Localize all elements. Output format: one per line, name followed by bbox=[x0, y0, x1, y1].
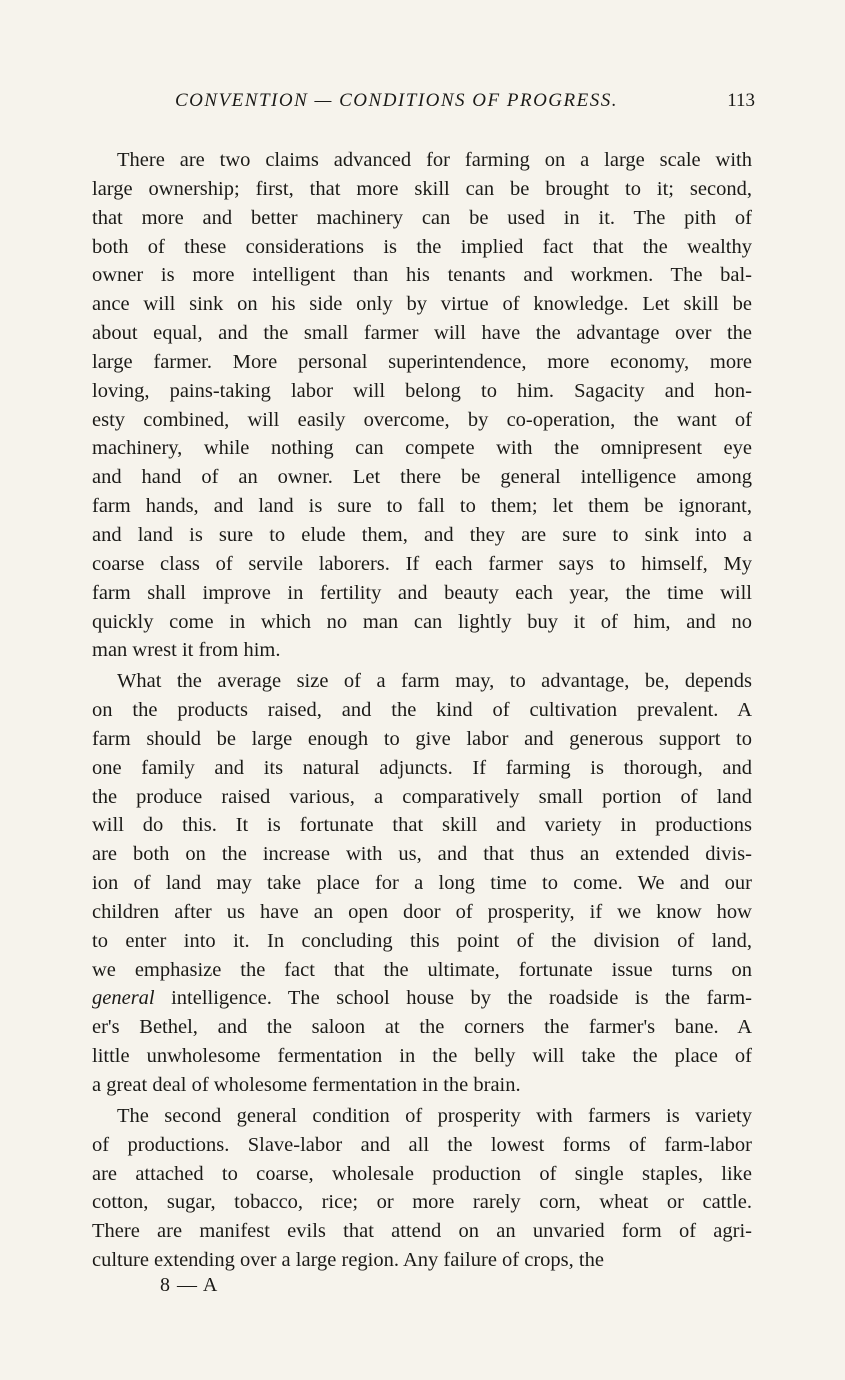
text-line: What the average size of a farm may, to advantage, be, depends bbox=[117, 670, 752, 693]
text-line: There are manifest evils that attend on an unvaried form of agri- bbox=[92, 1220, 752, 1243]
text-line: about equal, and the small farmer will have the advantage over the bbox=[92, 322, 752, 345]
text-line: ance will sink on his side only by virtue of knowledge. Let skill be bbox=[92, 293, 752, 316]
text-line: esty combined, will easily overcome, by co-operation, the want of bbox=[92, 408, 752, 431]
text-line: are both on the increase with us, and that thus an extended divis- bbox=[92, 843, 752, 866]
text-line: little unwholesome fermentation in the belly will take the place of bbox=[92, 1045, 752, 1068]
text-line: and hand of an owner. Let there be general intelligence among bbox=[92, 466, 752, 489]
text-line: quickly come in which no man can lightly buy it of him, and no bbox=[92, 610, 752, 633]
text-line: are attached to coarse, wholesale production of single staples, like bbox=[92, 1162, 752, 1185]
text-line: of productions. Slave-labor and all the lowest forms of farm-labor bbox=[92, 1133, 752, 1156]
paragraph bbox=[92, 667, 752, 1100]
text-line: man wrest it from him. bbox=[92, 639, 281, 662]
page-header bbox=[175, 90, 755, 120]
text-line: cotton, sugar, tobacco, rice; or more rarely corn, wheat or cattle. bbox=[92, 1191, 752, 1214]
running-head: CONVENTION — CONDITIONS OF PROGRESS. bbox=[175, 90, 618, 111]
text-line: a great deal of wholesome fermentation in the brain. bbox=[92, 1074, 521, 1096]
text-line: coarse class of servile laborers. If each farmer says to himself, My bbox=[92, 552, 752, 575]
text-line: culture extending over a large region. Any failure of crops, the bbox=[92, 1249, 604, 1272]
body-text bbox=[92, 146, 752, 1275]
text-line: the produce raised various, a comparatively small portion of land bbox=[92, 785, 752, 808]
text-line: one family and its natural adjuncts. If farming is thorough, and bbox=[92, 756, 752, 779]
text-line: There are two claims advanced for farming on a large scale with bbox=[117, 149, 752, 171]
text-line: both of these considerations is the implied fact that the wealthy bbox=[92, 235, 752, 258]
text-line: will do this. It is fortunate that skill and variety in productions bbox=[92, 814, 752, 837]
page-number: 113 bbox=[727, 90, 755, 111]
text-line: loving, pains-taking labor will belong to him. Sagacity and hon- bbox=[92, 379, 752, 402]
text-line: The second general condition of prosperity with farmers is variety bbox=[117, 1104, 752, 1127]
text-line: general intelligence. The school house by the roadside is the farm- bbox=[92, 987, 752, 1010]
text-line: ion of land may take place for a long time to come. We and our bbox=[92, 872, 752, 895]
text-line: farm should be large enough to give labor and generous support to bbox=[92, 727, 752, 750]
text-line: and land is sure to elude them, and they are sure to sink into a bbox=[92, 523, 752, 546]
text-line: farm hands, and land is sure to fall to them; let them be ignorant, bbox=[92, 495, 752, 518]
text-line: large ownership; first, that more skill can be brought to it; second, bbox=[92, 177, 752, 200]
signature-mark: 8 — A bbox=[160, 1274, 219, 1296]
text-line: children after us have an open door of prosperity, if we know how bbox=[92, 900, 752, 923]
text-line: to enter into it. In concluding this point of the division of land, bbox=[92, 929, 752, 952]
text-line: on the products raised, and the kind of cultivation prevalent. A bbox=[92, 699, 752, 722]
text-line: large farmer. More personal superintendence, more economy, more bbox=[92, 350, 752, 373]
text-line: that more and better machinery can be used in it. The pith of bbox=[92, 206, 752, 229]
paragraph bbox=[92, 1102, 752, 1275]
text-line: farm shall improve in fertility and beauty each year, the time will bbox=[92, 581, 752, 604]
paragraph bbox=[92, 146, 752, 665]
text-line: er's Bethel, and the saloon at the corners the farmer's bane. A bbox=[92, 1016, 752, 1039]
text-line: owner is more intelligent than his tenants and workmen. The bal- bbox=[92, 264, 752, 287]
text-line: machinery, while nothing can compete with the omnipresent eye bbox=[92, 437, 752, 460]
text-line: we emphasize the fact that the ultimate, fortunate issue turns on bbox=[92, 958, 752, 981]
